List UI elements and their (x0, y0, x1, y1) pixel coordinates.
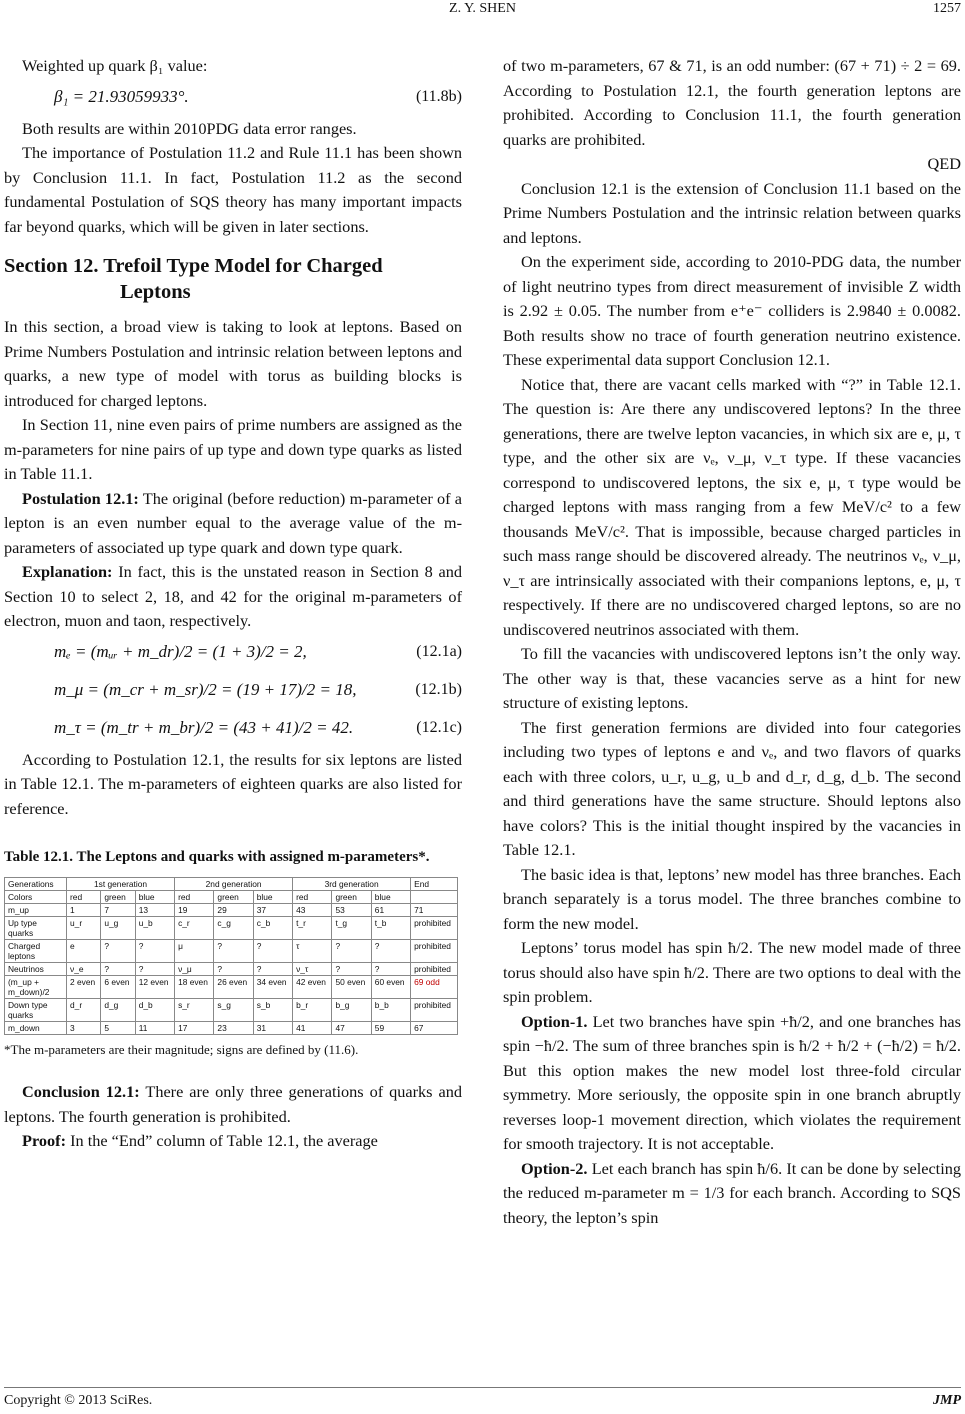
equation-body: m_μ = (m_cr + m_sr)/2 = (19 + 17)/2 = 18, (54, 680, 357, 700)
according-paragraph: According to Postulation 12.1, the results for six leptons are listed in Table 12.1. The m-parameters of eighteen quarks are also listed for reference. (4, 749, 462, 818)
fill-paragraph: To fill the vacancies with undiscovered leptons isn’t the only way. The other way is that, these vacancies serve as a hint for new structure of existing leptons. (503, 644, 961, 712)
torus-spin-paragraph: Leptons’ torus model has spin ħ/2. The new model made of three torus should also have spin ħ/2. There are two options to deal with the spin problem. (503, 938, 961, 1006)
table-cell: 61 (371, 904, 410, 917)
footer-journal: JMP (933, 1393, 961, 1408)
table-cell: ? (371, 963, 410, 976)
table-cell: d_b (135, 999, 174, 1022)
equation-body: mₑ = (mᵤᵣ + m_dr)/2 = (1 + 3)/2 = 2, (54, 642, 307, 662)
right-column (503, 54, 961, 1230)
table-cell: d_r (67, 999, 101, 1022)
table-cell: μ (175, 940, 214, 963)
equation-11-8b (4, 79, 462, 117)
table-cell: red (67, 891, 101, 904)
importance-paragraph: The importance of Postulation 11.2 and Rule 11.1 has been shown by Conclusion 11.1. In fact, Postulation 11.2 as the second fundamental Postulation of SQS theory has many important impacts far beyond quarks, which will be given in later sections. (4, 143, 462, 236)
table-cell: 41 (293, 1022, 332, 1035)
conclusion-label: Conclusion 12.1: (22, 1082, 140, 1101)
table-cell: 13 (135, 904, 174, 917)
table-cell: (m_up + m_down)/2 (5, 976, 67, 999)
table-cell: Generations (5, 878, 67, 891)
table-cell: b_b (371, 999, 410, 1022)
table-cell: ? (101, 940, 135, 963)
table-cell: 3rd generation (293, 878, 411, 891)
table-cell: τ (293, 940, 332, 963)
table-cell: 1st generation (67, 878, 175, 891)
table-cell: m_up (5, 904, 67, 917)
table-cell: 23 (214, 1022, 253, 1035)
table-cell: 7 (101, 904, 135, 917)
table-cell: s_b (253, 999, 292, 1022)
table-cell: ? (214, 940, 253, 963)
table-cell: 53 (332, 904, 371, 917)
table-cell: 37 (253, 904, 292, 917)
proof-paragraph (4, 1129, 462, 1154)
notice-paragraph: Notice that, there are vacant cells marked with “?” in Table 12.1. The question is: Are there any undiscovered leptons? In the three generations, there are twelve lepton vacancies, in which six are e, μ, τ type, and the other six are νₑ, ν_μ, ν_τ type. If these vacancies correspond to undiscovered leptons, the six e, μ, τ type would be charged leptons with mass ranging from a few MeV/c² to a few thousands MeV/c². That is impossible, because charged particles in such mass range should be discovered already. The neutrinos νₑ, ν_μ, ν_τ are intrinsically associated with their companions leptons, e, μ, τ respectively. If there are no undiscovered charged leptons, so are no undiscovered neutrinos associated with them. (503, 374, 961, 639)
table-cell: 26 even (214, 976, 253, 999)
explanation-text: In fact, this is the unstated reason in Section 8 and Section 10 to select 2, 18, and 42 for the original m-parameters of electron, muon and taon, respectively. (4, 562, 462, 630)
table-cell: 1 (67, 904, 101, 917)
table-cell: prohibited (411, 999, 458, 1022)
footer-rule (4, 1387, 961, 1388)
table-cell: u_g (101, 917, 135, 940)
table-cell: red (293, 891, 332, 904)
postulation-label: Postulation 12.1: (22, 488, 139, 508)
weighted-paragraph: Weighted up quark β₁ value: (22, 56, 208, 75)
table-cell: 12 even (135, 976, 174, 999)
table-cell (411, 891, 458, 904)
table-cell: s_r (175, 999, 214, 1022)
table-cell: red (175, 891, 214, 904)
table-row (5, 904, 458, 917)
table-cell: t_r (293, 917, 332, 940)
option-1-label: Option-1. (521, 1011, 588, 1031)
table-cell: 2 even (67, 976, 101, 999)
table-row (5, 1022, 458, 1035)
conclusion-text: There are only three generations of quarks and leptons. The fourth generation is prohibited. (4, 1082, 462, 1126)
footer-copyright: Copyright © 2013 SciRes. (4, 1393, 153, 1408)
table-cell: ? (371, 940, 410, 963)
table-cell: t_b (371, 917, 410, 940)
section11-paragraph: In Section 11, nine even pairs of prime numbers are assigned as the m-parameters for nine pairs of up type and down type quarks as listed in Table 11.1. (4, 415, 462, 483)
table-cell: 60 even (371, 976, 410, 999)
option-2-text: Let each branch has spin ħ/6. It can be done by selecting the reduced m-parameter m = 1/3 for each branch. According to SQS theory, the lepton’s spin (503, 1158, 961, 1227)
table-cell: c_b (253, 917, 292, 940)
table-cell: Neutrinos (5, 963, 67, 976)
equation-body: m_τ = (m_tr + m_br)/2 = (43 + 41)/2 = 42. (54, 718, 354, 738)
equation-number: (12.1b) (415, 681, 462, 699)
broad-view-paragraph: In this section, a broad view is taking to look at leptons. Based on Prime Numbers Postulation and intrinsic relation between leptons and quarks, a new type of model with torus as building blocks is introduced for charged leptons. (4, 317, 462, 410)
postulation-12-1 (4, 487, 462, 561)
table-cell: blue (253, 891, 292, 904)
table-cell: ν_τ (293, 963, 332, 976)
table-cell: 31 (253, 1022, 292, 1035)
table-cell: u_b (135, 917, 174, 940)
table-cell: ? (101, 963, 135, 976)
table-cell: ν_e (67, 963, 101, 976)
of-two-paragraph: of two m-parameters, 67 & 71, is an odd number: (67 + 71) ÷ 2 = 69. According to Postulation 12.1, the fourth generation leptons are prohibited. According to Conclusion 11.1, the fourth generation quarks are prohibited. (503, 56, 961, 149)
table-12-1 (4, 877, 458, 1035)
table-cell: 42 even (293, 976, 332, 999)
table-cell: End (411, 878, 458, 891)
table-cell: t_g (332, 917, 371, 940)
table-cell: ? (135, 940, 174, 963)
table-cell: 6 even (101, 976, 135, 999)
table-cell: 18 even (175, 976, 214, 999)
table-cell: b_g (332, 999, 371, 1022)
table-cell: prohibited (411, 963, 458, 976)
table-cell: ? (332, 963, 371, 976)
proof-text: In the “End” column of Table 12.1, the average (66, 1131, 378, 1150)
table-cell: blue (371, 891, 410, 904)
table-cell: 43 (293, 904, 332, 917)
table-cell: s_g (214, 999, 253, 1022)
table-row (5, 891, 458, 904)
table-cell: 11 (135, 1022, 174, 1035)
equation-number: (11.8b) (415, 88, 462, 106)
equation-number: (12.1a) (416, 643, 462, 661)
table-cell: green (332, 891, 371, 904)
table-cell: 5 (101, 1022, 135, 1035)
extension-paragraph: Conclusion 12.1 is the extension of Conclusion 11.1 based on the Prime Numbers Postulation and the intrinsic relation between quarks and leptons. (503, 178, 961, 247)
conclusion-12-1 (4, 1080, 462, 1129)
table-cell: 47 (332, 1022, 371, 1035)
proof-label: Proof: (22, 1131, 67, 1150)
first-generation-paragraph: The first generation fermions are divided into four categories including two types of leptons e and νₑ, and two flavors of quarks each with three colors, u_r, u_g, u_b and d_r, d_g, d_b. The second and third generations have the same structure. Should leptons also have colors? This is the initial thought inspired by the vacancies in Table 12.1. (503, 717, 961, 859)
table-cell: Charged leptons (5, 940, 67, 963)
table-cell: ? (253, 963, 292, 976)
postulation-text: The original (before reduction) m-parameter of a lepton is an even number equal to the average value of the m-parameters of associated up type quark and down type quark. (4, 488, 462, 557)
equation-12-1b (4, 672, 462, 710)
table-cell: prohibited (411, 917, 458, 940)
table-cell: Colors (5, 891, 67, 904)
equation-12-1c (4, 710, 462, 748)
table-cell: u_r (67, 917, 101, 940)
table-cell: Up type quarks (5, 917, 67, 940)
table-cell: ν_μ (175, 963, 214, 976)
table-cell: ? (135, 963, 174, 976)
table-cell: green (101, 891, 135, 904)
left-column (4, 54, 462, 1154)
table-cell: c_g (214, 917, 253, 940)
table-cell: Down type quarks (5, 999, 67, 1022)
table-cell: prohibited (411, 940, 458, 963)
table-cell: 29 (214, 904, 253, 917)
qed-mark: QED (927, 154, 961, 173)
equation-body: β₁ = 21.93059933°. (54, 87, 189, 107)
table-row (5, 878, 458, 891)
table-row (5, 917, 458, 940)
table-cell: blue (135, 891, 174, 904)
table-cell: 17 (175, 1022, 214, 1035)
table-row (5, 963, 458, 976)
both-results-paragraph: Both results are within 2010PDG data error ranges. (22, 118, 357, 138)
explanation-label: Explanation: (22, 562, 113, 581)
option-1-text: Let two branches have spin +ħ/2, and one branches has spin −ħ/2. The sum of three branches spin is ħ/2 + ħ/2 + (−ħ/2) = ħ/2. But this option makes the new model lost three-fold circular symmetry. More seriously, the opposite spin in one branch abruptly reverses loop-1 movement direction, which violates the requirement for smooth trajectory. It is not acceptable. (503, 1011, 961, 1153)
table-cell: m_down (5, 1022, 67, 1035)
section-title-line-1: Section 12. Trefoil Type Model for Charged (4, 255, 383, 277)
table-cell: ? (253, 940, 292, 963)
table-row (5, 940, 458, 963)
option-2-label: Option-2. (521, 1158, 588, 1178)
running-header-author: Z. Y. SHEN (449, 1, 516, 16)
table-caption: Table 12.1. The Leptons and quarks with assigned m-parameters*. (4, 849, 430, 865)
basic-idea-paragraph: The basic idea is that, leptons’ new model has three branches. Each branch separately is a torus model. The three branches combine to form the new model. (503, 864, 961, 933)
option-1-paragraph (503, 1010, 961, 1157)
table-row (5, 976, 458, 999)
table-cell: 59 (371, 1022, 410, 1035)
table-cell: 2nd generation (175, 878, 293, 891)
table-cell: e (67, 940, 101, 963)
table-cell: b_r (293, 999, 332, 1022)
table-cell: 50 even (332, 976, 371, 999)
table-cell: green (214, 891, 253, 904)
table-cell: 69 odd (411, 976, 458, 999)
table-cell: 34 even (253, 976, 292, 999)
table-cell: 19 (175, 904, 214, 917)
qed-line (503, 152, 961, 177)
page-number: 1257 (933, 1, 961, 16)
table-cell: ? (332, 940, 371, 963)
experiment-paragraph: On the experiment side, according to 2010-PDG data, the number of light neutrino types from direct measurement of invisible Z width is 2.92 ± 0.05. The number from e⁺e⁻ colliders is 2.9840 ± 0.0082. Both results show no trace of fourth generation neutrino existence. These experimental data support Conclusion 12.1. (503, 252, 961, 369)
table-row (5, 999, 458, 1022)
equation-number: (12.1c) (416, 719, 462, 737)
table-cell: ? (214, 963, 253, 976)
explanation-paragraph (4, 560, 462, 634)
table-cell: d_g (101, 999, 135, 1022)
section-title-line-2: Leptons (120, 281, 191, 303)
table-footnote: *The m-parameters are their magnitude; signs are defined by (11.6). (4, 1042, 359, 1057)
equation-12-1a (4, 634, 462, 672)
table-cell: c_r (175, 917, 214, 940)
option-2-paragraph (503, 1157, 961, 1231)
table-cell: 3 (67, 1022, 101, 1035)
section-12-heading (4, 253, 462, 305)
table-cell: 71 (411, 904, 458, 917)
table-cell: 67 (411, 1022, 458, 1035)
